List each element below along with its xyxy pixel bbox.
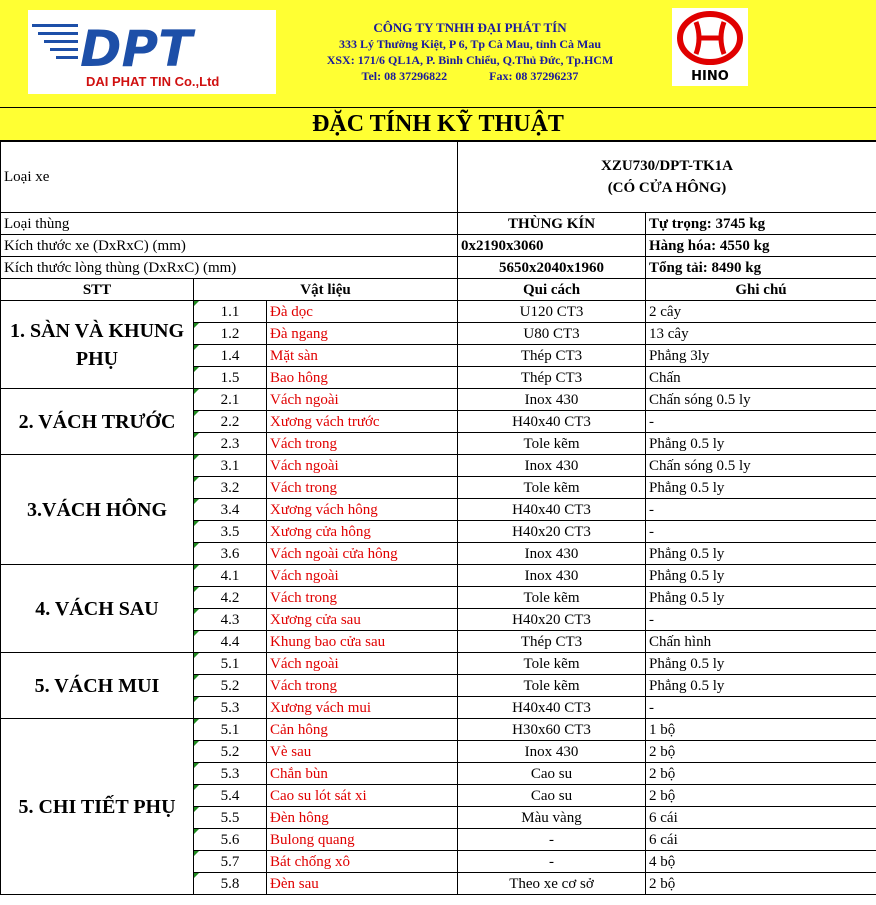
row-number: 3.5	[194, 521, 267, 543]
table-row	[1, 389, 876, 411]
row-note: -	[646, 697, 876, 719]
inner-dims-value: 5650x2040x1960	[458, 257, 646, 279]
cargo-weight: Hàng hóa: 4550 kg	[646, 235, 876, 257]
header	[0, 0, 876, 107]
row-spec: -	[458, 851, 646, 873]
row-number: 4.2	[194, 587, 267, 609]
row-note: Phẳng 0.5 ly	[646, 565, 876, 587]
inner-dims-row	[1, 257, 876, 279]
row-spec: Inox 430	[458, 741, 646, 763]
row-note: 4 bộ	[646, 851, 876, 873]
company-address: 333 Lý Thường Kiệt, P 6, Tp Cà Mau, tỉnh Cà Mau	[338, 37, 602, 51]
gross-weight: Tổng tải: 8490 kg	[646, 257, 876, 279]
logo-letters: DPT	[80, 20, 193, 78]
row-note: Phẳng 0.5 ly	[646, 653, 876, 675]
row-spec: Inox 430	[458, 565, 646, 587]
row-spec: Tole kẽm	[458, 653, 646, 675]
row-spec: H40x40 CT3	[458, 411, 646, 433]
row-note: Chấn hình	[646, 631, 876, 653]
row-spec: H40x40 CT3	[458, 697, 646, 719]
group-title: 1. SÀN VÀ KHUNG PHỤ	[1, 301, 194, 389]
row-spec: Tole kẽm	[458, 587, 646, 609]
row-material: Đà dọc	[267, 301, 458, 323]
table-row	[1, 719, 876, 741]
row-material: Vách ngoài	[267, 455, 458, 477]
table-row	[1, 301, 876, 323]
row-spec: Cao su	[458, 763, 646, 785]
row-note: Chấn sóng 0.5 ly	[646, 455, 876, 477]
curb-weight: Tự trọng: 3745 kg	[646, 213, 876, 235]
column-header-material: Vật liệu	[194, 279, 458, 301]
table-row	[1, 455, 876, 477]
row-number: 3.4	[194, 499, 267, 521]
row-material: Xương vách trước	[267, 411, 458, 433]
row-spec: H30x60 CT3	[458, 719, 646, 741]
row-number: 3.6	[194, 543, 267, 565]
row-spec: Theo xe cơ sở	[458, 873, 646, 895]
body-type-label: Loại thùng	[1, 213, 458, 235]
row-note: 2 bộ	[646, 741, 876, 763]
inner-dims-label: Kích thước lòng thùng (DxRxC) (mm)	[1, 257, 458, 279]
row-material: Vách ngoài	[267, 565, 458, 587]
row-material: Cản hông	[267, 719, 458, 741]
row-material: Xương vách hông	[267, 499, 458, 521]
row-material: Đà ngang	[267, 323, 458, 345]
row-material: Vách trong	[267, 433, 458, 455]
row-material: Đèn hông	[267, 807, 458, 829]
row-note: 1 bộ	[646, 719, 876, 741]
row-number: 2.1	[194, 389, 267, 411]
row-spec: Inox 430	[458, 455, 646, 477]
row-spec: -	[458, 829, 646, 851]
row-spec: Tole kẽm	[458, 675, 646, 697]
row-note: Phẳng 0.5 ly	[646, 543, 876, 565]
row-note: 2 bộ	[646, 763, 876, 785]
company-fax: Fax: 08 37296237	[489, 69, 579, 83]
dpt-logo-graphic	[28, 10, 276, 94]
row-number: 5.1	[194, 719, 267, 741]
row-spec: Màu vàng	[458, 807, 646, 829]
dims-value: 0x2190x3060	[458, 235, 646, 257]
row-material: Cao su lót sát xi	[267, 785, 458, 807]
row-note: Phẳng 0.5 ly	[646, 433, 876, 455]
column-header-note: Ghi chú	[646, 279, 876, 301]
row-note: -	[646, 411, 876, 433]
vehicle-type-row	[1, 142, 876, 213]
row-note: Phẳng 0.5 ly	[646, 675, 876, 697]
spec-table	[0, 141, 876, 895]
row-spec: Thép CT3	[458, 367, 646, 389]
row-note: Chấn sóng 0.5 ly	[646, 389, 876, 411]
group-title: 4. VÁCH SAU	[1, 565, 194, 653]
row-number: 1.1	[194, 301, 267, 323]
row-number: 1.2	[194, 323, 267, 345]
row-material: Khung bao cửa sau	[267, 631, 458, 653]
row-number: 4.3	[194, 609, 267, 631]
row-material: Đèn sau	[267, 873, 458, 895]
row-material: Vách ngoài	[267, 653, 458, 675]
row-spec: U80 CT3	[458, 323, 646, 345]
logo-subtext: DAI PHAT TIN Co.,Ltd	[86, 74, 220, 89]
row-number: 5.5	[194, 807, 267, 829]
row-note: 6 cái	[646, 807, 876, 829]
row-number: 5.3	[194, 763, 267, 785]
row-material: Vách trong	[267, 675, 458, 697]
column-header-spec: Qui cách	[458, 279, 646, 301]
vehicle-model-line2: (CÓ CỬA HÔNG)	[607, 180, 727, 196]
row-note: Phẳng 0.5 ly	[646, 477, 876, 499]
row-note: Chấn	[646, 367, 876, 389]
row-note: -	[646, 521, 876, 543]
row-number: 1.5	[194, 367, 267, 389]
column-header-stt: STT	[1, 279, 194, 301]
row-note: -	[646, 609, 876, 631]
row-material: Bulong quang	[267, 829, 458, 851]
row-note: 2 bộ	[646, 873, 876, 895]
hino-logo-graphic	[672, 8, 748, 86]
row-number: 5.7	[194, 851, 267, 873]
vehicle-model	[458, 142, 876, 213]
column-header-row	[1, 279, 876, 301]
row-material: Vách ngoài	[267, 389, 458, 411]
row-material: Bao hông	[267, 367, 458, 389]
row-note: 2 cây	[646, 301, 876, 323]
row-spec: Inox 430	[458, 389, 646, 411]
row-number: 4.1	[194, 565, 267, 587]
row-number: 5.6	[194, 829, 267, 851]
row-note: 2 bộ	[646, 785, 876, 807]
row-material: Vách trong	[267, 477, 458, 499]
company-name: CÔNG TY TNHH ĐẠI PHÁT TÍN	[373, 20, 567, 35]
group-title: 5. VÁCH MUI	[1, 653, 194, 719]
vehicle-model-line1: XZU730/DPT-TK1A	[601, 158, 733, 174]
dpt-logo	[28, 10, 276, 94]
row-number: 3.1	[194, 455, 267, 477]
row-spec: Inox 430	[458, 543, 646, 565]
row-spec: Cao su	[458, 785, 646, 807]
group-title: 5. CHI TIẾT PHỤ	[1, 719, 194, 895]
row-material: Xương cửa hông	[267, 521, 458, 543]
table-row	[1, 565, 876, 587]
row-material: Mặt sàn	[267, 345, 458, 367]
hino-text: HINO	[691, 69, 729, 84]
row-spec: Tole kẽm	[458, 433, 646, 455]
row-number: 5.8	[194, 873, 267, 895]
row-material: Vè sau	[267, 741, 458, 763]
row-spec: H40x40 CT3	[458, 499, 646, 521]
dims-label: Kích thước xe (DxRxC) (mm)	[1, 235, 458, 257]
row-number: 5.1	[194, 653, 267, 675]
row-note: -	[646, 499, 876, 521]
row-number: 4.4	[194, 631, 267, 653]
row-spec: H40x20 CT3	[458, 521, 646, 543]
row-number: 1.4	[194, 345, 267, 367]
row-note: 13 cây	[646, 323, 876, 345]
row-material: Xương cửa sau	[267, 609, 458, 631]
row-spec: Thép CT3	[458, 345, 646, 367]
vehicle-type-label: Loại xe	[1, 142, 458, 213]
group-title: 3.VÁCH HÔNG	[1, 455, 194, 565]
row-note: 6 cái	[646, 829, 876, 851]
row-number: 2.3	[194, 433, 267, 455]
row-number: 3.2	[194, 477, 267, 499]
row-spec: Tole kẽm	[458, 477, 646, 499]
row-note: Phẳng 3ly	[646, 345, 876, 367]
row-material: Bát chống xô	[267, 851, 458, 873]
table-row	[1, 653, 876, 675]
group-title: 2. VÁCH TRƯỚC	[1, 389, 194, 455]
company-info	[280, 20, 660, 84]
row-number: 5.2	[194, 675, 267, 697]
row-spec: U120 CT3	[458, 301, 646, 323]
hino-logo	[672, 8, 748, 86]
row-number: 5.4	[194, 785, 267, 807]
body-type-value: THÙNG KÍN	[458, 213, 646, 235]
page-title: ĐẶC TÍNH KỸ THUẬT	[0, 107, 876, 141]
row-spec: Thép CT3	[458, 631, 646, 653]
row-number: 5.3	[194, 697, 267, 719]
row-note: Phẳng 0.5 ly	[646, 587, 876, 609]
company-tel: Tel: 08 37296822	[361, 69, 448, 83]
row-material: Xương vách mui	[267, 697, 458, 719]
row-material: Vách trong	[267, 587, 458, 609]
row-material: Chắn bùn	[267, 763, 458, 785]
dims-row	[1, 235, 876, 257]
company-workshop: XSX: 171/6 QL1A, P. Bình Chiểu, Q.Thủ Đức, Tp.HCM	[326, 53, 614, 67]
row-material: Vách ngoài cửa hông	[267, 543, 458, 565]
row-number: 5.2	[194, 741, 267, 763]
row-spec: H40x20 CT3	[458, 609, 646, 631]
row-number: 2.2	[194, 411, 267, 433]
body-type-row	[1, 213, 876, 235]
